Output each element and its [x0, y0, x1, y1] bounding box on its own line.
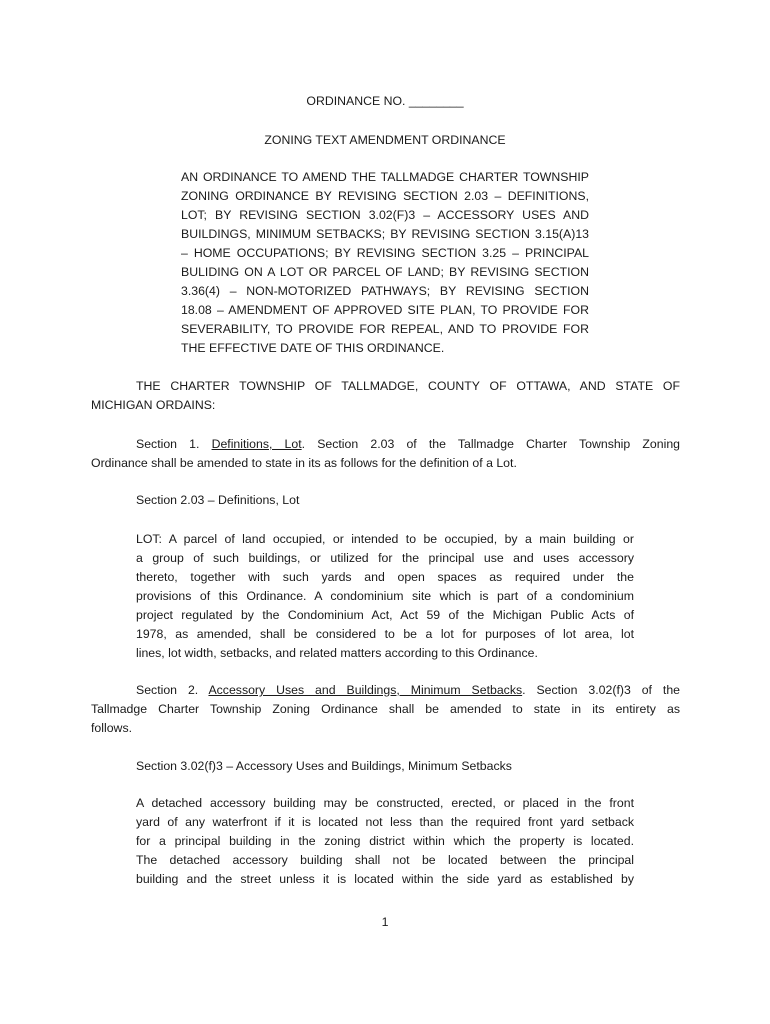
preamble-line: ZONING ORDINANCE BY REVISING SECTION 2.03 – DEFINITIONS,	[181, 189, 589, 203]
section-2-intro: . Section 3.02(f)3 of the	[522, 683, 680, 697]
lot-definition-line: thereto, together with such yards and open spaces as required under the	[136, 570, 634, 584]
section-2-line: Tallmadge Charter Township Zoning Ordinance shall be amended to state in its entirety as	[91, 702, 680, 716]
ordinance-number: ORDINANCE NO. ________	[306, 94, 464, 108]
section-2-line	[91, 681, 680, 700]
ordains-paragraph	[91, 377, 680, 415]
ordains-line: THE CHARTER TOWNSHIP OF TALLMADGE, COUNTY OF OTTAWA, AND STATE OF	[136, 379, 680, 393]
preamble-line: SEVERABILITY, TO PROVIDE FOR REPEAL, AND TO PROVIDE FOR	[181, 322, 589, 336]
setback-line: building and the street unless it is located within the side yard as established by	[136, 872, 634, 886]
setback-paragraph	[136, 794, 634, 889]
preamble-line: BUILDINGS, MINIMUM SETBACKS; BY REVISING SECTION 3.15(A)13	[181, 227, 589, 241]
setback-line: yard of any waterfront if it is located not less than the required front yard setback	[136, 815, 634, 829]
setback-line: A detached accessory building may be constructed, erected, or placed in the front	[136, 796, 634, 810]
lot-definition-line: a group of such buildings, or utilized for the principal use and uses accessory	[136, 551, 634, 565]
section-2-label: Section 2.	[136, 683, 209, 697]
section-1-intro: . Section 2.03 of the Tallmadge Charter Township Zoning	[301, 437, 680, 451]
section-1-heading: Definitions, Lot	[211, 437, 302, 451]
preamble-line: LOT; BY REVISING SECTION 3.02(F)3 – ACCESSORY USES AND	[181, 208, 589, 222]
preamble-line: 3.36(4) – NON-MOTORIZED PATHWAYS; BY REVISING SECTION	[181, 284, 589, 298]
lot-definition-line: LOT: A parcel of land occupied, or intended to be occupied, by a main building or	[136, 532, 634, 546]
preamble-line: – HOME OCCUPATIONS; BY REVISING SECTION 3.25 – PRINCIPAL	[181, 246, 589, 260]
lot-definition-line: 1978, as amended, shall be considered to be a lot for purposes of lot area, lot	[136, 627, 634, 641]
preamble-line: BULIDING ON A LOT OR PARCEL OF LAND; BY REVISING SECTION	[181, 265, 589, 279]
lot-definition-paragraph	[136, 530, 634, 663]
lot-definition-line: lines, lot width, setbacks, and related matters according to this Ordinance.	[136, 646, 538, 660]
lot-definition-line: provisions of this Ordinance. A condominium site which is part of a condominium	[136, 589, 634, 603]
section-1-label: Section 1.	[136, 437, 212, 451]
section-3-02-subheading: Section 3.02(f)3 – Accessory Uses and Buildings, Minimum Setbacks	[136, 759, 512, 773]
document-title: ZONING TEXT AMENDMENT ORDINANCE	[264, 133, 506, 147]
section-2-paragraph	[91, 681, 680, 738]
ordains-line: MICHIGAN ORDAINS:	[91, 398, 216, 412]
section-1-line: Ordinance shall be amended to state in its as follows for the definition of a Lot.	[91, 456, 517, 470]
lot-definition-line: project regulated by the Condominium Act, Act 59 of the Michigan Public Acts of	[136, 608, 634, 622]
section-2-03-subheading: Section 2.03 – Definitions, Lot	[136, 493, 300, 507]
setback-line: The detached accessory building shall not be located between the principal	[136, 853, 634, 867]
setback-line: for a principal building in the zoning district within which the property is located.	[136, 834, 634, 848]
section-1-paragraph	[91, 435, 680, 473]
preamble-line: AN ORDINANCE TO AMEND THE TALLMADGE CHARTER TOWNSHIP	[181, 170, 589, 184]
section-1-line	[91, 435, 680, 454]
preamble-paragraph	[181, 168, 589, 358]
preamble-line: THE EFFECTIVE DATE OF THIS ORDINANCE.	[181, 341, 445, 355]
preamble-line: 18.08 – AMENDMENT OF APPROVED SITE PLAN, TO PROVIDE FOR	[181, 303, 589, 317]
section-2-heading: Accessory Uses and Buildings, Minimum Setbacks	[208, 683, 523, 697]
page-number: 1	[381, 915, 389, 929]
section-2-line: follows.	[91, 721, 133, 735]
